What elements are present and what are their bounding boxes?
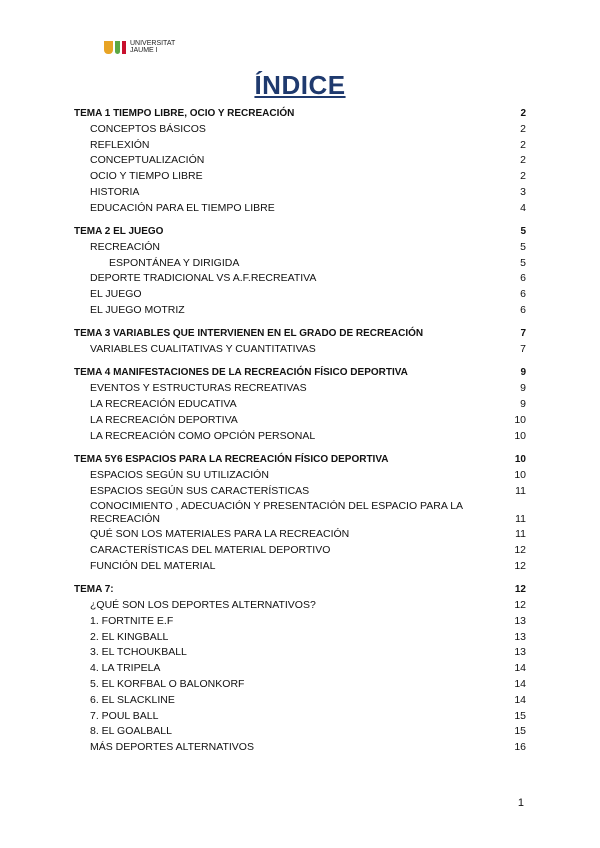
toc-entry-page: 16 (514, 741, 526, 754)
toc-entry-text: CONCEPTUALIZACIÓN (90, 154, 205, 167)
toc-entry[interactable] (74, 201, 526, 217)
toc-entry-text: EVENTOS Y ESTRUCTURAS RECREATIVAS (90, 382, 307, 395)
toc-entry-page: 12 (514, 544, 526, 557)
logo-mark-i (122, 41, 126, 54)
toc-entry-text: DEPORTE TRADICIONAL VS A.F.RECREATIVA (90, 272, 317, 285)
toc-entry[interactable] (74, 303, 526, 319)
toc-entry-page: 10 (514, 429, 526, 442)
toc-entry-page: 7 (520, 328, 526, 340)
toc-entry[interactable] (74, 169, 526, 185)
toc-entry-page: 12 (514, 559, 526, 572)
toc-entry-page: 6 (520, 304, 526, 317)
toc-entry[interactable] (74, 122, 526, 138)
toc-entry-text: TEMA 7: (74, 584, 114, 596)
page-number: 1 (517, 797, 524, 809)
toc-entry[interactable] (74, 499, 526, 527)
toc-entry-text: ESPONTÁNEA Y DIRIGIDA (109, 256, 240, 269)
toc-entry-text: CARACTERÍSTICAS DEL MATERIAL DEPORTIVO (90, 544, 331, 557)
toc-entry-page: 10 (514, 453, 526, 465)
toc-entry[interactable] (74, 630, 526, 646)
toc-entry[interactable] (74, 677, 526, 693)
toc-entry-page: 2 (520, 170, 526, 183)
toc-entry-text: TEMA 2 EL JUEGO (74, 226, 164, 238)
toc-entry[interactable] (74, 256, 526, 272)
toc-entry[interactable] (74, 598, 526, 614)
toc-entry[interactable] (74, 138, 526, 154)
toc-entry-page: 9 (520, 367, 526, 379)
toc-entry-text: CONOCIMIENTO , ADECUACIÓN Y PRESENTACIÓN DEL ESPACIO PARA LA RECREACIÓN (90, 500, 463, 526)
toc-entry-text: EL JUEGO (90, 288, 142, 301)
toc-entry[interactable] (74, 661, 526, 677)
toc-entry-text: REFLEXIÓN (90, 138, 150, 151)
toc-entry-page: 5 (520, 226, 526, 238)
toc-entry-page: 3 (520, 185, 526, 198)
toc-entry-page: 2 (520, 108, 526, 119)
toc-heading-entry[interactable] (74, 365, 526, 381)
toc-heading-entry[interactable] (74, 326, 526, 342)
toc-heading-entry[interactable] (74, 452, 526, 468)
toc-entry[interactable] (74, 484, 526, 500)
toc-entry-text: 2. EL KINGBALL (90, 630, 169, 643)
toc-entry[interactable] (74, 185, 526, 201)
toc-entry[interactable] (74, 693, 526, 709)
toc-entry-text: LA RECREACIÓN EDUCATIVA (90, 398, 237, 411)
toc-entry-text: HISTORIA (90, 185, 140, 198)
logo-line-2: JAUME I (130, 47, 158, 54)
toc-entry[interactable] (74, 342, 526, 358)
toc-entry-page: 15 (514, 709, 526, 722)
logo-text (130, 40, 175, 54)
toc-entry-text: EL JUEGO MOTRIZ (90, 304, 185, 317)
toc-entry-page: 12 (514, 599, 526, 612)
toc-entry-page: 10 (514, 413, 526, 426)
table-of-contents (74, 106, 526, 756)
toc-entry-text: EDUCACIÓN PARA EL TIEMPO LIBRE (90, 201, 275, 214)
toc-entry-page: 9 (520, 382, 526, 395)
toc-entry-text: 4. LA TRIPELA (90, 662, 161, 675)
toc-entry-page: 9 (520, 398, 526, 411)
toc-entry-page: 11 (515, 528, 526, 541)
toc-entry-page: 2 (520, 122, 526, 135)
toc-entry-text: VARIABLES CUALITATIVAS Y CUANTITATIVAS (90, 343, 316, 356)
section-gap (74, 217, 526, 225)
toc-entry[interactable] (74, 271, 526, 287)
toc-entry-page: 12 (514, 584, 526, 596)
toc-entry-text: OCIO Y TIEMPO LIBRE (90, 170, 203, 183)
toc-entry-page: 13 (514, 646, 526, 659)
toc-entry-page: 14 (514, 662, 526, 675)
toc-entry-text: CONCEPTOS BÁSICOS (90, 122, 206, 135)
toc-entry-page: 7 (520, 343, 526, 356)
toc-entry[interactable] (74, 724, 526, 740)
toc-entry[interactable] (74, 468, 526, 484)
toc-entry-page: 5 (520, 240, 526, 253)
toc-entry-text: ¿QUÉ SON LOS DEPORTES ALTERNATIVOS? (90, 599, 316, 612)
toc-entry-text: FUNCIÓN DEL MATERIAL (90, 559, 216, 572)
logo-line-1: UNIVERSITAT (130, 40, 176, 47)
toc-entry-text: LA RECREACIÓN DEPORTIVA (90, 413, 238, 426)
toc-entry-page: 6 (520, 288, 526, 301)
section-gap (74, 575, 526, 583)
toc-heading-entry[interactable] (74, 106, 526, 122)
toc-entry-text: ESPACIOS SEGÚN SUS CARACTERÍSTICAS (90, 484, 310, 497)
toc-entry-page: 11 (515, 484, 526, 497)
toc-entry-text: TEMA 1 TIEMPO LIBRE, OCIO Y RECREACIÓN (74, 108, 295, 119)
toc-heading-entry[interactable] (74, 582, 526, 598)
toc-entry[interactable] (74, 740, 526, 756)
logo-mark-u (104, 41, 113, 54)
toc-entry[interactable] (74, 527, 526, 543)
toc-entry[interactable] (74, 240, 526, 256)
logo-mark-j (115, 41, 120, 54)
toc-entry-text: 3. EL TCHOUKBALL (90, 646, 187, 659)
toc-entry[interactable] (74, 413, 526, 429)
toc-entry-text: 7. POUL BALL (90, 709, 159, 722)
toc-entry-text: RECREACIÓN (90, 240, 161, 253)
toc-entry-text: MÁS DEPORTES ALTERNATIVOS (90, 741, 254, 754)
toc-entry-page: 4 (520, 201, 526, 214)
toc-entry-page: 2 (520, 154, 526, 167)
toc-entry-page: 13 (514, 614, 526, 627)
toc-entry-text: TEMA 4 MANIFESTACIONES DE LA RECREACIÓN FÍSICO DEPORTIVA (74, 367, 408, 379)
toc-entry-text: TEMA 5Y6 ESPACIOS PARA LA RECREACIÓN FÍSICO DEPORTIVA (74, 453, 389, 465)
toc-entry-page: 13 (514, 630, 526, 643)
toc-entry-text: ESPACIOS SEGÚN SU UTILIZACIÓN (90, 468, 269, 481)
toc-entry-page: 14 (514, 678, 526, 690)
toc-entry[interactable] (74, 645, 526, 661)
toc-entry-text: TEMA 3 VARIABLES QUE INTERVIENEN EN EL GRADO DE RECREACIÓN (74, 328, 424, 340)
toc-entry-page: 14 (514, 693, 526, 706)
toc-entry-page: 10 (514, 468, 526, 481)
toc-entry-text: 6. EL SLACKLINE (90, 693, 175, 706)
toc-entry[interactable] (74, 153, 526, 169)
toc-entry[interactable] (74, 709, 526, 725)
toc-entry-page: 2 (520, 138, 526, 151)
section-gap (74, 444, 526, 452)
university-logo (104, 39, 175, 55)
toc-entry-text: LA RECREACIÓN COMO OPCIÓN PERSONAL (90, 429, 316, 442)
toc-entry[interactable] (74, 381, 526, 397)
toc-entry[interactable] (74, 397, 526, 413)
toc-entry[interactable] (74, 559, 526, 575)
toc-entry[interactable] (74, 287, 526, 303)
section-gap (74, 319, 526, 327)
toc-entry[interactable] (74, 543, 526, 559)
toc-entry-page: 6 (520, 272, 526, 285)
toc-entry-page: 15 (514, 725, 526, 738)
page-title: ÍNDICE (254, 70, 346, 100)
section-gap (74, 358, 526, 366)
toc-entry-text: QUÉ SON LOS MATERIALES PARA LA RECREACIÓN (90, 528, 350, 541)
toc-entry-text: 8. EL GOALBALL (90, 725, 172, 738)
toc-entry-page: 5 (520, 256, 526, 269)
toc-entry-text: 1. FORTNITE E.F (90, 614, 174, 627)
toc-entry-text: 5. EL KORFBAL O BALONKORF (90, 678, 245, 690)
toc-entry-page: 11 (515, 513, 526, 526)
toc-entry[interactable] (74, 614, 526, 630)
toc-entry[interactable] (74, 429, 526, 445)
toc-heading-entry[interactable] (74, 224, 526, 240)
